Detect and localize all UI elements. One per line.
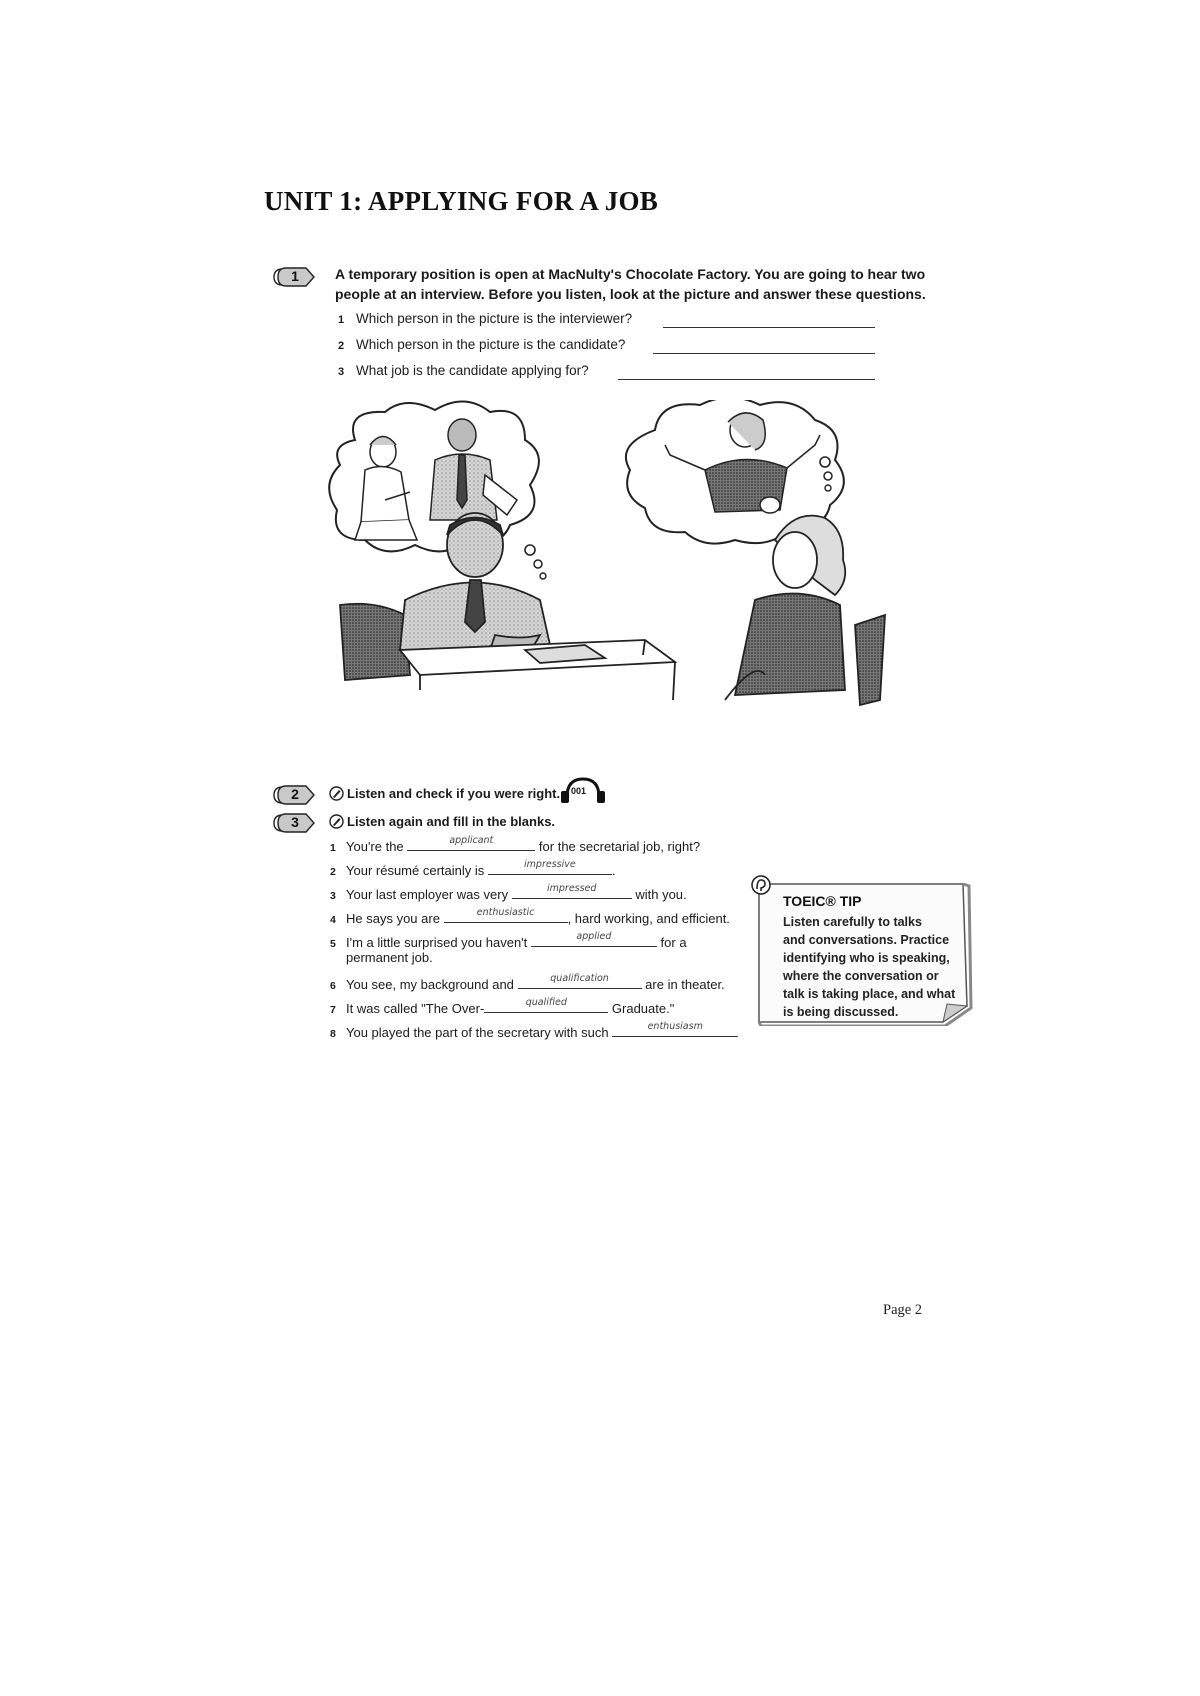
question-number: 2 [338, 340, 345, 352]
question-number: 3 [338, 366, 345, 378]
blank-field[interactable] [484, 998, 608, 1013]
item-number: 6 [330, 980, 336, 992]
blank-item-1 [330, 836, 700, 856]
item-number: 7 [330, 1004, 336, 1016]
blank-field[interactable] [518, 974, 642, 989]
exercise-2-badge [272, 784, 322, 806]
page-title: UNIT 1: APPLYING FOR A JOB [264, 186, 659, 216]
item-text-before: You played the part of the secretary with such [346, 1025, 609, 1040]
item-number: 3 [330, 890, 336, 902]
blank-item-5 [330, 932, 687, 952]
item-text-after: Graduate." [611, 1001, 675, 1016]
item-text-before: You see, my background and [346, 977, 514, 992]
blank-item-6 [330, 974, 725, 994]
question-number: 1 [338, 314, 345, 326]
item-text-before: It was called "The Over- [346, 1001, 485, 1016]
pencil-icon [329, 814, 344, 829]
answer-line-3[interactable] [618, 379, 875, 380]
item-text-before: You're the [346, 839, 404, 854]
blank-field[interactable] [512, 884, 632, 899]
question-2 [338, 337, 625, 352]
blank-item-4 [330, 908, 730, 928]
exercise-1-number: 1 [291, 268, 299, 284]
exercise-2-instruction [329, 786, 560, 801]
handwritten-answer: enthusiasm [647, 1021, 703, 1032]
exercise-1-instruction-line-2: people at an interview. Before you listen, look at the picture and answer these questions. [335, 286, 926, 302]
blank-field[interactable] [444, 908, 568, 923]
tip-line: Listen carefully to talks [783, 915, 922, 929]
item-number: 2 [330, 866, 336, 878]
item-text-after: . [611, 863, 616, 878]
blank-field[interactable] [407, 836, 535, 851]
question-text: Which person in the picture is the interviewer? [356, 311, 633, 326]
tip-title: TOEIC® TIP [783, 893, 862, 909]
tip-line: where the conversation or [783, 969, 939, 983]
item-text-before: Your last employer was very [346, 887, 509, 902]
item-text-after: for the secretarial job, right? [538, 839, 701, 854]
tip-line: identifying who is speaking, [783, 951, 950, 965]
item-text-after: for a [660, 935, 687, 950]
answer-line-2[interactable] [653, 353, 875, 354]
blank-item-8 [330, 1022, 738, 1042]
exercise-1-instruction-line-1: A temporary position is open at MacNulty's Chocolate Factory. You are going to hear two [335, 266, 926, 282]
item-text-before: He says you are [346, 911, 440, 926]
tip-line: is being discussed. [783, 1005, 899, 1019]
exercise-3-instruction [329, 814, 555, 829]
blank-item-2 [330, 860, 616, 880]
pencil-icon [329, 786, 344, 801]
item-text-after: with you. [635, 887, 687, 902]
tip-body [783, 913, 963, 1021]
handwritten-answer: impressive [524, 859, 576, 870]
handwritten-answer: applicant [449, 835, 494, 846]
blank-field[interactable] [531, 932, 657, 947]
tip-icon [750, 874, 772, 896]
blank-item-3 [330, 884, 687, 904]
handwritten-answer: impressed [546, 883, 597, 894]
blank-field[interactable] [612, 1022, 738, 1037]
question-text: Which person in the picture is the candidate? [356, 337, 626, 352]
item-text-before: I'm a little surprised you haven't [346, 935, 528, 950]
blank-field[interactable] [488, 860, 612, 875]
handwritten-answer: applied [576, 931, 612, 942]
exercise-3-badge [272, 812, 322, 834]
exercise-1-badge [272, 266, 322, 288]
tip-line: talk is taking place, and what [783, 987, 956, 1001]
item-text-after: , hard working, and efficient. [567, 911, 730, 926]
desk [400, 640, 675, 700]
exercise-3-number: 3 [291, 814, 299, 830]
blank-item-7 [330, 998, 674, 1018]
track-number: 001 [571, 786, 587, 796]
item-number: 8 [330, 1028, 336, 1040]
interview-illustration [325, 400, 945, 755]
item-number: 1 [330, 842, 336, 854]
answer-line-1[interactable] [663, 327, 875, 328]
blank-item-5-continuation: permanent job. [346, 950, 433, 965]
tip-line: and conversations. Practice [783, 933, 950, 947]
question-text: What job is the candidate applying for? [356, 363, 589, 378]
item-number: 5 [330, 938, 336, 950]
exercise-2-text: Listen and check if you were right. [347, 786, 561, 801]
audio-track-icon[interactable] [559, 775, 607, 805]
handwritten-answer: qualified [525, 997, 567, 1008]
item-text-after: are in theater. [645, 977, 725, 992]
exercise-3-text: Listen again and fill in the blanks. [347, 814, 556, 829]
candidate-figure [725, 516, 885, 705]
page-number: Page 2 [883, 1302, 923, 1318]
question-1 [338, 311, 632, 326]
exercise-2-number: 2 [291, 786, 299, 802]
item-number: 4 [330, 914, 336, 926]
handwritten-answer: enthusiastic [476, 907, 535, 918]
handwritten-answer: qualification [550, 973, 609, 984]
item-text-before: Your résumé certainly is [346, 863, 485, 878]
question-3 [338, 363, 589, 378]
